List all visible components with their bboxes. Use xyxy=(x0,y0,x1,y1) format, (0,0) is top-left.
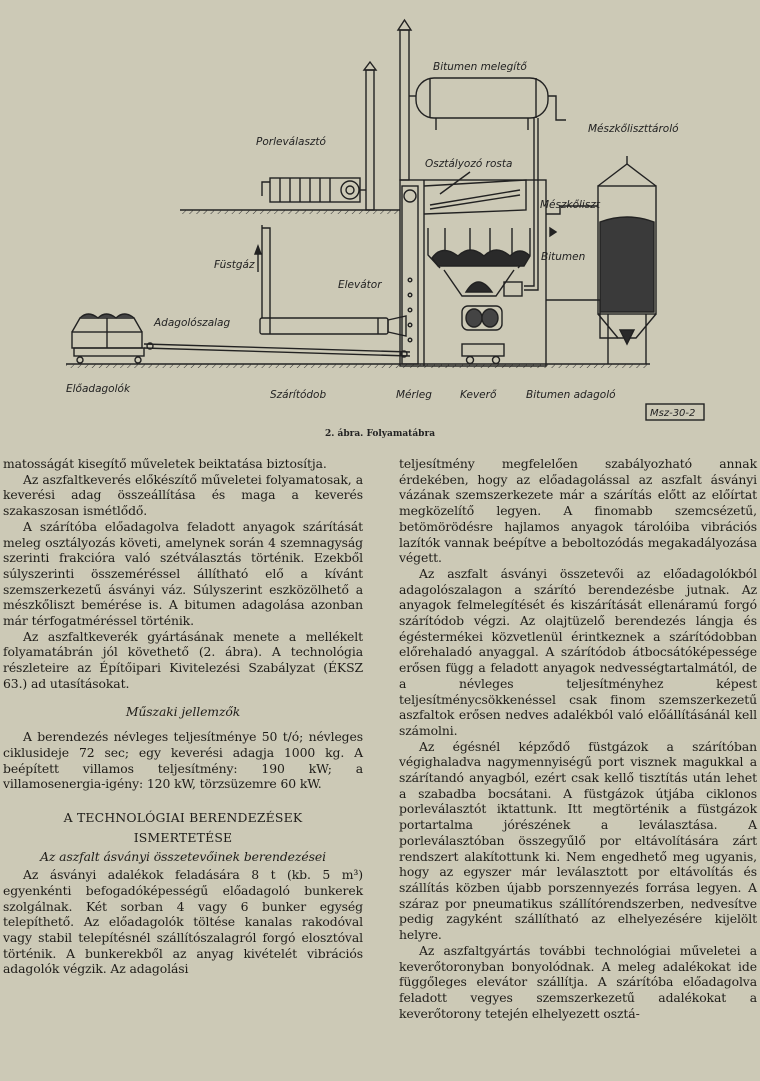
subsection-heading: Az aszfalt ásványi összetevőinek berendezései xyxy=(40,849,326,865)
label-meszkoliszt: Mészkőliszt xyxy=(540,199,600,211)
figure-ref-code: Msz-30-2 xyxy=(650,408,696,419)
flow-diagram xyxy=(0,0,760,440)
label-elevator: Elevátor xyxy=(338,279,382,291)
section-heading-technologiai: A TECHNOLÓGIAI BERENDEZÉSEK xyxy=(63,810,303,826)
figure-caption: 2. ábra. Folyamatábra xyxy=(324,429,436,439)
paragraph: Az aszfaltgyártás további technológiai műveletei a keverőtoronyban bonyolódnak. A meleg adalékokat ide függőleges elevátor szállítja. A szárítóba előadagolva feladott vegyes szemszerkezetű adalékokat a keverőtorony tetején elhelyezett osztá- xyxy=(399,942,757,1021)
text-column-left xyxy=(3,456,363,977)
label-meszkoliszt-tarolo: Mészkőliszttároló xyxy=(588,123,679,135)
paragraph: matosságát kisegítő műveletek beiktatása biztosítja. xyxy=(3,456,327,471)
section-heading-muszaki: Műszaki jellemzők xyxy=(125,703,241,719)
text-column-right xyxy=(399,456,757,1021)
paragraph: teljesítmény megfelelően szabályozható annak érdekében, hogy az előadagolással az aszfalt ásványi vázának szemszerkezete már a szárítás előtt az előírtat megközelítő legyen. A finomabb szemcsézetű, betömörödésre hajlamos anyagok tárolóiba vibrációs lazítók vannak beépítve a beboltozódás megakadályozása végett. xyxy=(399,456,757,566)
label-merleg: Mérleg xyxy=(396,389,432,401)
paragraph: Az aszfaltkeverés előkészítő műveletei folyamatosak, a keverési adag összeállítása és maga a keverés szakaszosan ismétlődő. xyxy=(3,471,363,519)
paragraph: Az égésnél képződő füstgázok a szárítóban végighaladva nagymennyiségű port visznek magukkal a szárítandó anyagból, ezért csak kellő tisztítás után lehet a szabadba bocsátani. A füstgázok útjába ciklonos porleválasztót iktattunk. Itt megtörténik a füstgázok portartalma jórészének a leválasztása. A porleválasztóban összegyűlő por eltávolítására zárt rendszert alakítottunk ki. Nem engedhető meg ugyanis, hogy az egyszer már leválasztott por eltávolítás és szállítás közben újabb porszennyezés forrása legyen. A száraz por pneumatikus szállítórendszerben, nedvesítve pedig zagyként szállítható az elhelyezésére kijelölt helyre. xyxy=(399,738,757,943)
label-bitumen: Bitumen xyxy=(541,251,586,263)
label-kevero: Keverő xyxy=(460,389,497,401)
label-osztalyozo-rosta: Osztályozó rosta xyxy=(425,158,513,170)
label-adagoloszalag: Adagolószalag xyxy=(154,317,231,329)
label-szaritodob: Szárítódob xyxy=(270,389,327,401)
paragraph: Az aszfalt ásványi összetevői az előadagolókból adagolószalagon a szárító berendezésbe jutnak. Az anyagok felmelegítését és kiszárítását ellenáramú forgó szárítódob végzi. Az olajtüzelő berendezés lángja és égéstermékei közvetlenül érintkeznek a szárítódobban előrehaladó anyaggal. A szárítódob átbocsátóképessége erősen függ a feladott anyagok nedvességtartalmától, de a névleges teljesítményhez képest teljesítménycsökkenéssel csak finom szemszerkezetű aszfaltok erősen nedves adalékból való előállításánál kell számolni. xyxy=(399,565,757,738)
label-bitumen-adagolo: Bitumen adagoló xyxy=(526,389,616,401)
section-heading-ismertetese: ISMERTETÉSE xyxy=(133,829,233,845)
label-fustgaz: Füstgáz xyxy=(214,259,255,271)
label-bitumen-melegito: Bitumen melegítő xyxy=(433,61,527,73)
paragraph: A berendezés névleges teljesítménye 50 t/ó; névleges ciklusideje 72 sec; egy keverési adagja 1000 kg. A beépített villamos teljesítmény: 190 kW; a villamosenergia-igény: 120 kW, törzsüzemre 60 kW. xyxy=(3,729,363,792)
label-porlevalaszto: Porleválasztó xyxy=(256,136,326,148)
paragraph: A szárítóba előadagolva feladott anyagok szárítását meleg osztályozás követi, amelynek során 4 szemnagyság szerinti frakcióra való szétválasztás történik. Ezekből súlyszerinti összeméréssel állítható elő a kívánt szemszerkezetű ásványi váz. Súlyszerint eszközölhető a mészkőliszt bemérése is. A bitumen adagolása azonban már térfogatméréssel történik. xyxy=(3,518,363,629)
label-eloadagolok: Előadagolók xyxy=(66,383,131,395)
paragraph: Az aszfaltkeverék gyártásának menete a mellékelt folyamatábrán jól követhető (2. ábra). A technológia részleteire az Építőipari Kivitelezési Szabályzat (ÉKSZ 63.) ad utasításokat. xyxy=(3,628,363,691)
paragraph: Az ásványi adalékok feladására 8 t (kb. 5 m³) egyenkénti befogadóképességű előadagoló bunkerek szolgálnak. Két sorban 4 vagy 6 bunker egység telepíthető. Az előadagolók töltése kanalas rakodóval vagy stabil telepítésnél szállítószalagról forgó elosztóval történik. A bunkerekből az anyag kivételét vibrációs adagolók végzik. Az adagolási xyxy=(3,867,363,977)
